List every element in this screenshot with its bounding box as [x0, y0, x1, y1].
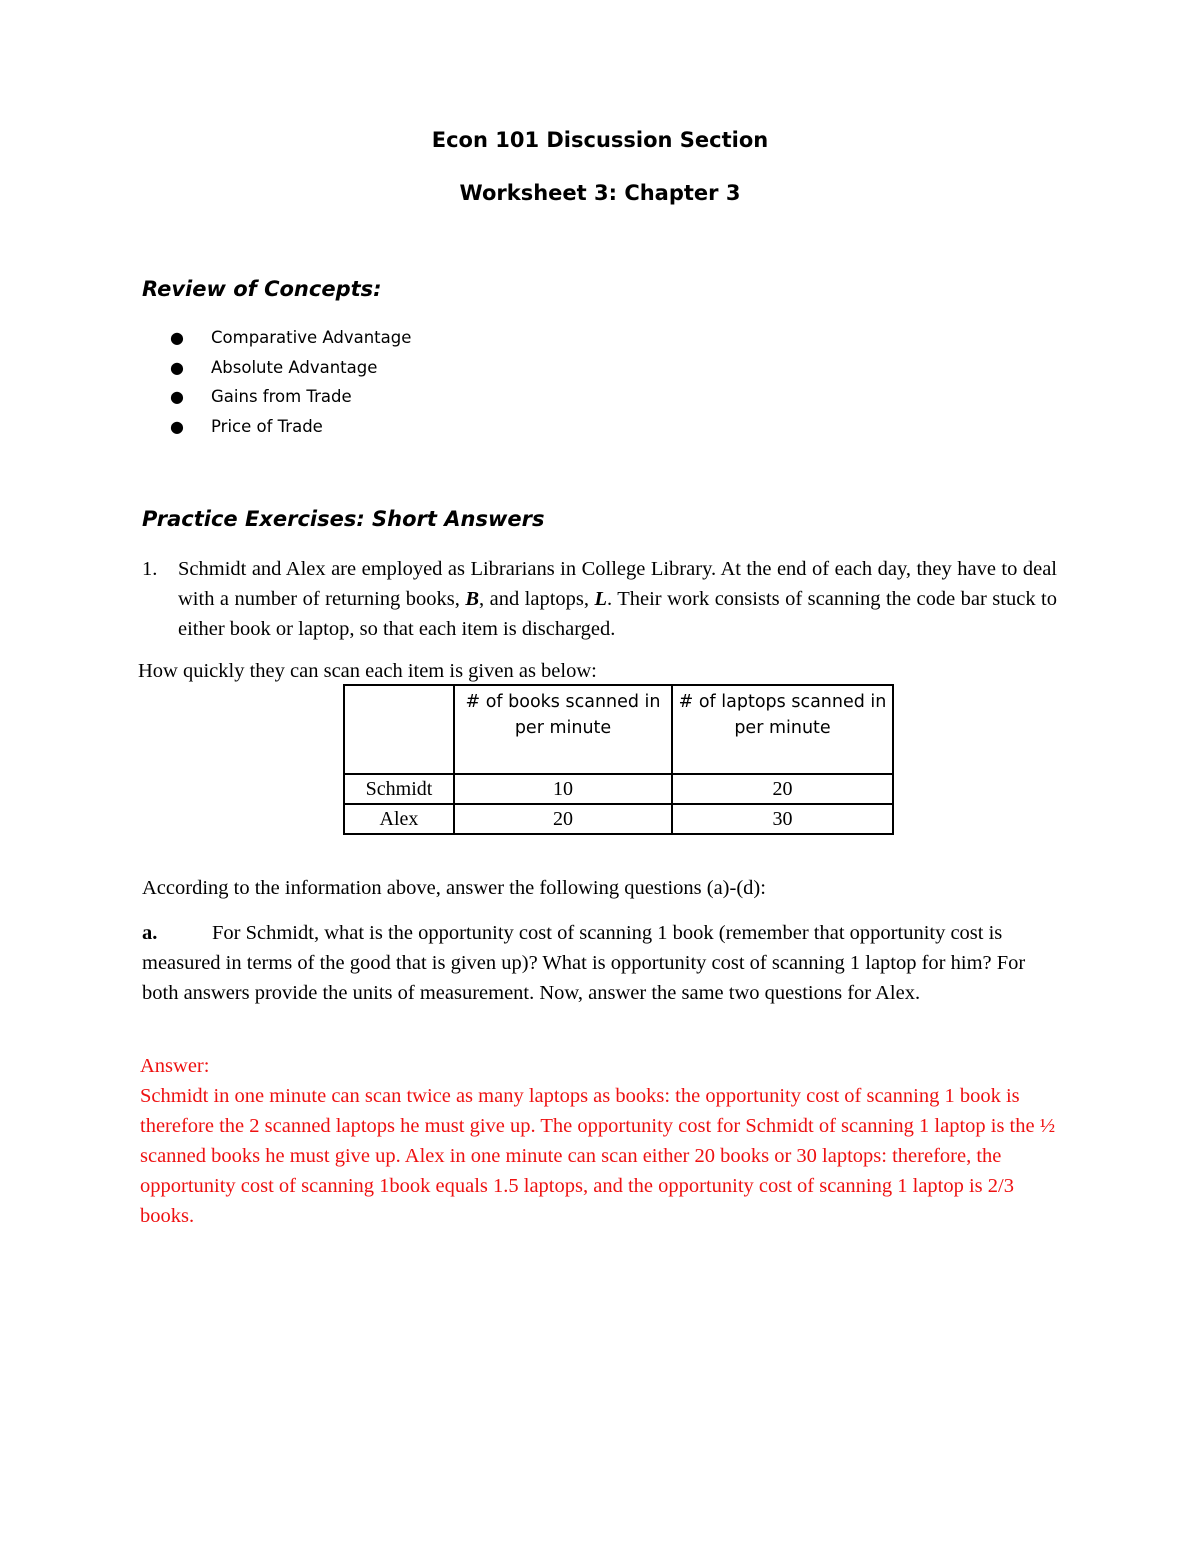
question-number: 1. [142, 558, 158, 580]
bullet-icon: ● [170, 387, 184, 406]
answer-text: Schmidt in one minute can scan twice as many laptops as books: the opportunity cost of scanning 1 book is therefore the 2 scanned laptops he must give up. The opportunity cost for Schmidt of scanning 1 laptop is the ½ scanned books he must give up. Alex in one minute can scan either 20 books or 30 laptops: therefore, the opportunity cost of scanning 1book equals 1.5 laptops, and the opportunity cost of scanning 1 laptop is 2/3 books. [140, 1085, 1056, 1227]
table-header-cell: # of books scanned in per minute [454, 685, 672, 774]
bullet-icon: ● [170, 357, 184, 377]
list-item: ● Comparative Advantage [170, 326, 411, 356]
question-a [142, 918, 1057, 1008]
page-title: Econ 101 Discussion Section [431, 128, 769, 152]
instructions: According to the information above, answer the following questions (a)-(d): [142, 877, 766, 899]
table-header-row [344, 685, 893, 774]
answer-label: Answer: [140, 1055, 210, 1077]
table-header-cell: # of laptops scanned in per minute [672, 685, 893, 774]
bullet-icon: ● [170, 328, 184, 347]
table-cell: 20 [454, 804, 672, 834]
table-row [344, 774, 893, 804]
list-item: ● Gains from Trade [170, 385, 411, 415]
page-subtitle: Worksheet 3: Chapter 3 [459, 181, 741, 205]
question-label: a. [142, 922, 158, 944]
review-heading: Review of Concepts: [142, 277, 382, 301]
bullet-icon: ● [170, 416, 184, 436]
concept-list [170, 326, 411, 444]
scan-rate-table [343, 684, 894, 835]
question-text: For Schmidt, what is the opportunity cost of scanning 1 book (remember that opportunity cost is measured in terms of the good that is given up)? What is opportunity cost of scanning 1 laptop for him? For both answers provide the units of measurement. Now, answer the same two questions for Alex. [142, 922, 1026, 1004]
answer-block [140, 1051, 1062, 1231]
table-intro: How quickly they can scan each item is given as below: [138, 660, 597, 682]
table-header-cell [344, 685, 454, 774]
table-cell: 30 [672, 804, 893, 834]
table-row [344, 804, 893, 834]
table-cell: 20 [672, 774, 893, 804]
table-cell: 10 [454, 774, 672, 804]
table-cell: Schmidt [344, 774, 454, 804]
list-item: ● Price of Trade [170, 415, 411, 445]
list-item: ● Absolute Advantage [170, 356, 411, 386]
practice-heading: Practice Exercises: Short Answers [142, 507, 545, 531]
question-text: Schmidt and Alex are employed as Librarians in College Library. At the end of each day, they have to deal with a number of returning books, B, and laptops, L. Their work consists of scanning the code bar stuck to either book or laptop, so that each item is discharged. [178, 558, 1057, 640]
question-1 [142, 554, 1057, 644]
table-cell: Alex [344, 804, 454, 834]
